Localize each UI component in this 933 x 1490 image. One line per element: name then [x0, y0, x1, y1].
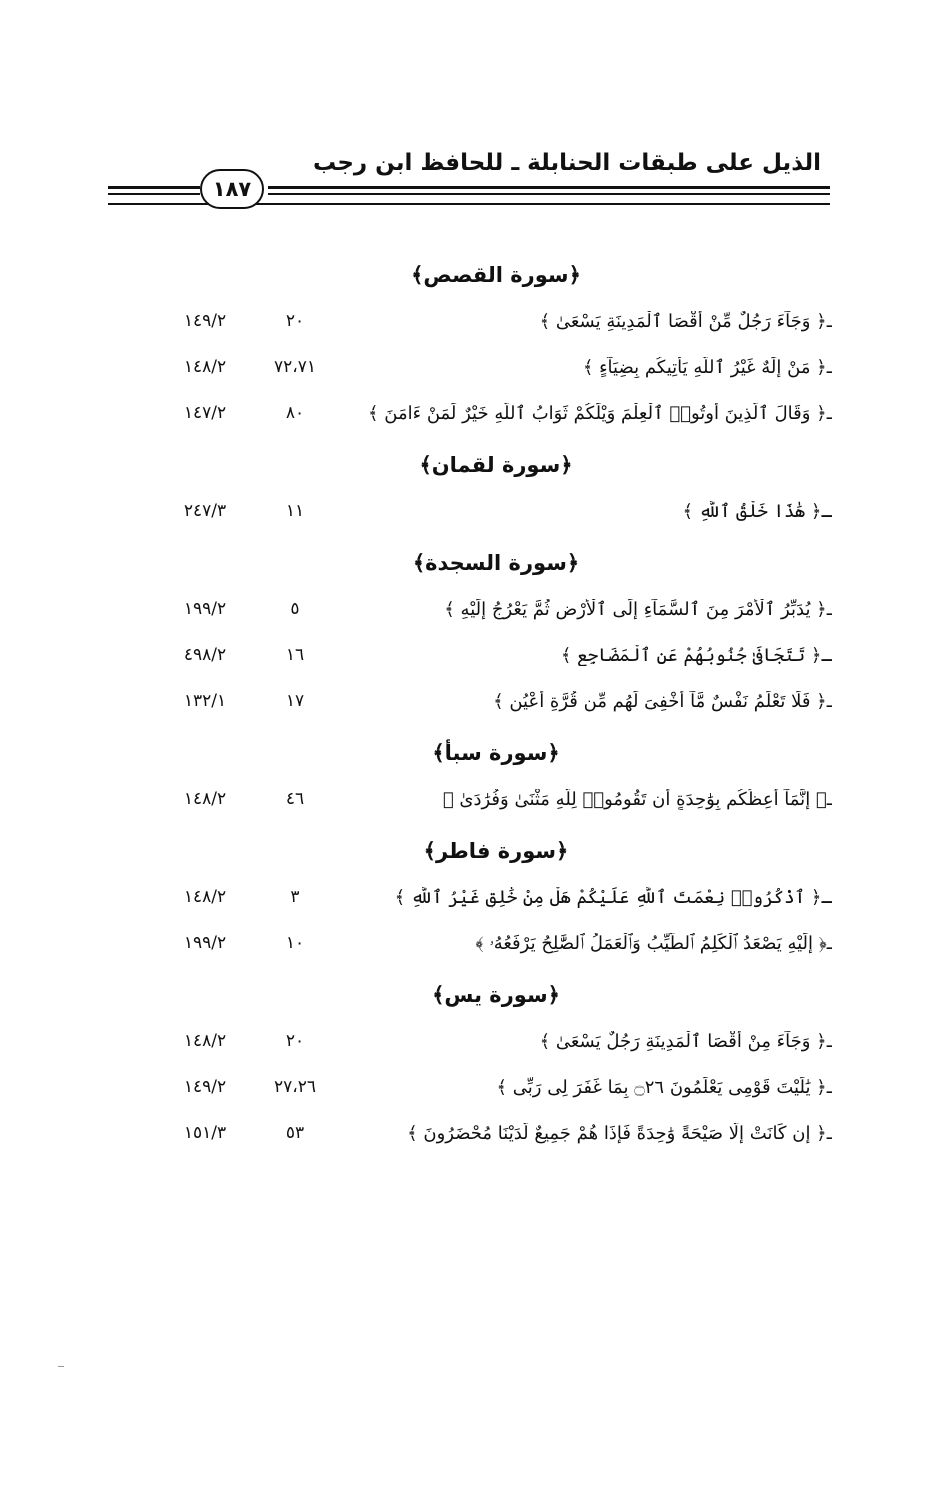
header-rule: [108, 193, 200, 195]
ayah-number: ٥٣: [285, 1123, 305, 1143]
volume-page-ref: ١٤٨/٢: [183, 887, 227, 907]
header-rule: [268, 186, 830, 189]
scan-mark: [58, 1366, 64, 1367]
verse-entry: [160, 298, 832, 344]
ayah-number: ١١: [285, 501, 305, 521]
verse-text: ـ﴿ إِنَّمَآ أَعِظُكُم بِوَٰحِدَةٍ أَن تَقُومُوا۟ لِلَّهِ مَثْنَىٰ وَفُرَٰدَىٰ ﴾: [442, 788, 832, 810]
ayah-number: ٣: [290, 887, 300, 907]
verse-text: ـ﴿ إِلَيْهِ يَصْعَدُ ٱلْكَلِمُ ٱلطَّيِّبُ وَٱلْعَمَلُ ٱلصَّٰلِحُ يَرْفَعُهُۥ ﴾: [475, 932, 832, 954]
verse-entry: [160, 678, 832, 724]
volume-page-ref: ١٤٨/٢: [183, 1031, 227, 1051]
volume-page-ref: ١٣٢/١: [183, 691, 227, 711]
volume-page-ref: ١٤٧/٢: [183, 403, 227, 423]
ayah-number: ٧٢،٧١: [273, 357, 316, 377]
verse-entry: [160, 344, 832, 390]
verse-text: ـ﴿ وَجَآءَ مِنْ أَقْصَا ٱلْمَدِينَةِ رَجُلٌ يَسْعَىٰ ﴾: [539, 1030, 832, 1052]
verse-entry: [160, 632, 832, 678]
verse-entry: [160, 586, 832, 632]
surah-title: ﴿سورة فاطر﴾: [423, 839, 569, 863]
verse-entry: [160, 1110, 832, 1156]
running-title: الذيل على طبقات الحنابلة ـ للحافظ ابن رجب: [312, 150, 821, 176]
verse-text: ـ﴿ إِن كَانَتْ إِلَّا صَيْحَةً وَٰحِدَةً فَإِذَا هُمْ جَمِيعٌ لَّدَيْنَا مُحْضَرُونَ ﴾: [407, 1122, 832, 1144]
volume-page-ref: ١٤٨/٢: [183, 357, 227, 377]
verse-text: ـ﴿ يُدَبِّرُ ٱلْأَمْرَ مِنَ ٱلسَّمَآءِ إِلَى ٱلْأَرْضِ ثُمَّ يَعْرُجُ إِلَيْهِ ﴾: [444, 598, 832, 620]
ayah-number: ١٠: [285, 933, 305, 953]
verse-text: ـ﴿ تَتَجَافَىٰ جُنُوبُهُمْ عَنِ ٱلْمَضَاجِعِ ﴾: [560, 644, 832, 666]
volume-page-ref: ١٤٩/٢: [183, 1077, 227, 1097]
ayah-number: ٨٠: [285, 403, 305, 423]
surah-title: ﴿سورة القصص﴾: [411, 263, 581, 287]
verse-text: ـ﴿ فَلَا تَعْلَمُ نَفْسٌ مَّآ أُخْفِىَ لَهُم مِّن قُرَّةِ أَعْيُنٍ ﴾: [493, 690, 832, 712]
ayah-number: ٥: [290, 599, 300, 619]
verse-index: [160, 252, 832, 1156]
verse-text: ـ﴿ وَقَالَ ٱلَّذِينَ أُوتُوا۟ ٱلْعِلْمَ وَيْلَكُمْ ثَوَابُ ٱللَّهِ خَيْرٌ لِّمَنْ ءَامَنَ ﴾: [368, 402, 832, 424]
volume-page-ref: ٤٩٨/٢: [183, 645, 227, 665]
surah-title: ﴿سورة سبأ﴾: [432, 741, 560, 765]
ayah-number: ٢٠: [285, 311, 305, 331]
verse-entry: [160, 1018, 832, 1064]
verse-text: ـ﴿ ٱذْكُرُوا۟ نِعْمَتَ ٱللَّهِ عَلَيْكُمْ هَلْ مِنْ خَٰلِقٍ غَيْرُ ٱللَّهِ ﴾: [394, 886, 832, 908]
surah-title: ﴿سورة لقمان﴾: [419, 453, 573, 477]
verse-text: ـ﴿ مَنْ إِلَٰهٌ غَيْرُ ٱللَّهِ يَأْتِيكُم بِضِيَآءٍ ﴾: [582, 356, 832, 378]
verse-entry: [160, 776, 832, 822]
volume-page-ref: ١٤٩/٢: [183, 311, 227, 331]
verse-entry: [160, 488, 832, 534]
header-rule: [268, 193, 830, 195]
ayah-number: ١٦: [285, 645, 305, 665]
ayah-number: ٤٦: [285, 789, 305, 809]
verse-entry: [160, 1064, 832, 1110]
volume-page-ref: ١٩٩/٢: [183, 933, 227, 953]
verse-text: ـ﴿ يَٰلَيْتَ قَوْمِى يَعْلَمُونَ ۝٢٦ بِمَا غَفَرَ لِى رَبِّى ﴾: [496, 1076, 832, 1098]
page-number: ١٨٧: [200, 169, 264, 209]
ayah-number: ١٧: [285, 691, 305, 711]
verse-entry: [160, 874, 832, 920]
volume-page-ref: ١٩٩/٢: [183, 599, 227, 619]
header-rule: [108, 186, 200, 189]
volume-page-ref: ١٥١/٣: [183, 1123, 227, 1143]
volume-page-ref: ١٤٨/٢: [183, 789, 227, 809]
verse-entry: [160, 920, 832, 966]
verse-text: ـ﴿ هَٰذَا خَلْقُ ٱللَّهِ ﴾: [682, 500, 832, 522]
surah-title: ﴿سورة السجدة﴾: [412, 551, 580, 575]
verse-entry: [160, 390, 832, 436]
surah-title: ﴿سورة يس﴾: [432, 983, 560, 1007]
volume-page-ref: ٢٤٧/٣: [183, 501, 227, 521]
verse-text: ـ﴿ وَجَآءَ رَجُلٌ مِّنْ أَقْصَا ٱلْمَدِينَةِ يَسْعَىٰ ﴾: [539, 310, 832, 332]
ayah-number: ٢٧،٢٦: [273, 1077, 316, 1097]
ayah-number: ٢٠: [285, 1031, 305, 1051]
